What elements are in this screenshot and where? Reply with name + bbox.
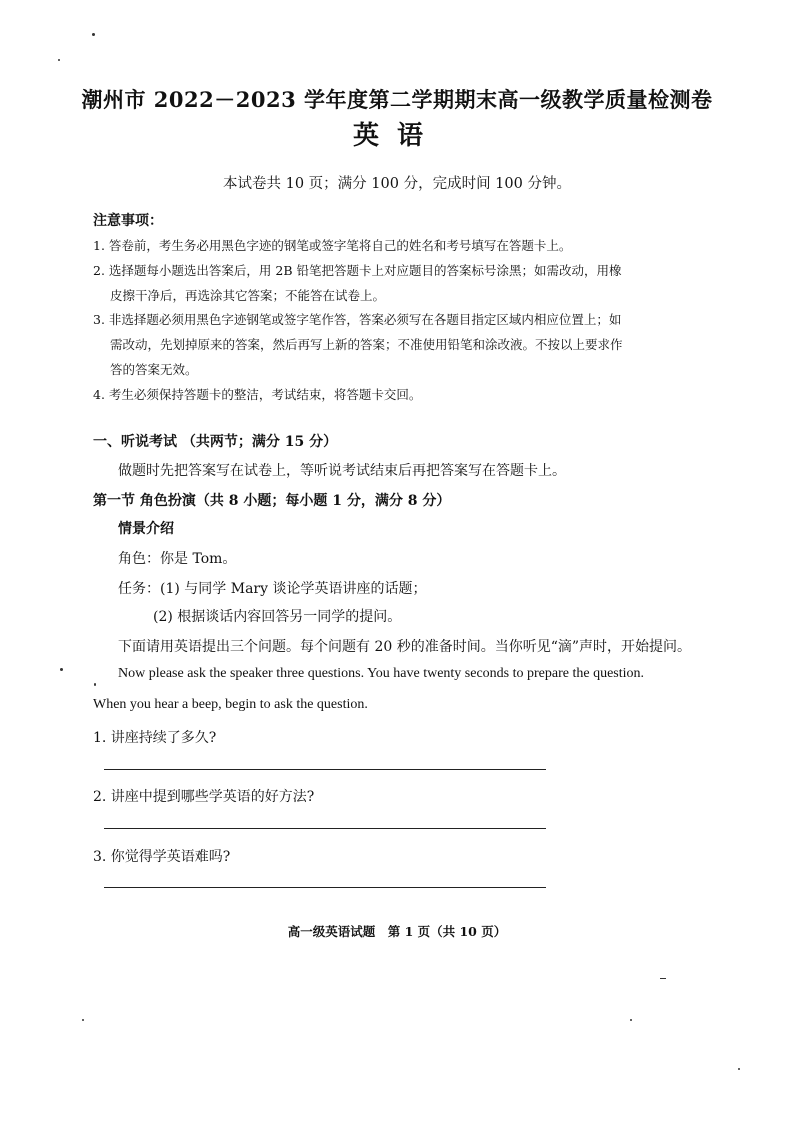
exam-info: 本试卷共 10 页；满分 100 分，完成时间 100 分钟。 [223, 176, 571, 192]
section-instruction: 做题时先把答案写在试卷上，等听说考试结束后再把答案写在答题卡上。 [118, 463, 566, 479]
answer-line-3[interactable] [104, 887, 546, 888]
en-instruction-1: Now please ask the speaker three questions. You have twenty seconds to prepare the question. [118, 666, 645, 681]
page-footer: 高一级英语试题 第 1 页（共 10 页） [287, 924, 507, 939]
notice-item: 1. 答卷前，考生务必用黑色字迹的钢笔或签字笔将自己的姓名和考号填写在答题卡上。 [93, 238, 572, 253]
scan-speck [94, 683, 96, 686]
notice-item: 4. 考生必须保持答题卡的整洁，考试结束，将答题卡交回。 [93, 387, 422, 402]
scene-label: 情景介绍 [118, 521, 174, 537]
notice-item: 需改动，先划掉原来的答案，然后再写上新的答案；不准使用铅笔和涂改液。不按以上要求作 [110, 337, 623, 352]
question-2: 2. 讲座中提到哪些学英语的好方法? [93, 789, 315, 805]
part-heading: 第一节 角色扮演（共 8 小题；每小题 1 分，满分 8 分） [93, 493, 451, 509]
scan-speck [82, 1019, 84, 1021]
notice-item: 皮擦干净后，再选涂其它答案；不能答在试卷上。 [110, 288, 386, 303]
question-3: 3. 你觉得学英语难吗? [93, 849, 231, 865]
answer-line-1[interactable] [104, 769, 546, 770]
scan-speck [92, 33, 95, 36]
scan-speck [630, 1019, 632, 1021]
cn-instruction: 下面请用英语提出三个问题。每个问题有 20 秒的准备时间。当你听见“滴”声时，开始提问。 [118, 639, 692, 655]
notice-item: 3. 非选择题必须用黑色字迹钢笔或签字笔作答，答案必须写在各题目指定区域内相应位置上；如 [93, 312, 622, 327]
scan-speck [58, 59, 60, 61]
task-1: 任务：(1) 与同学 Mary 谈论学英语讲座的话题； [118, 581, 427, 597]
exam-title: 潮州市 2022－2023 学年度第二学期期末高一级教学质量检测卷 [81, 87, 713, 112]
notice-item: 2. 选择题每小题选出答案后，用 2B 铅笔把答题卡上对应题目的答案标号涂黑；如需改动，用橡 [93, 263, 622, 278]
notice-heading: 注意事项： [93, 213, 163, 229]
en-instruction-2: When you hear a beep, begin to ask the question. [93, 697, 368, 712]
question-1: 1. 讲座持续了多久? [93, 730, 217, 746]
scan-speck [660, 978, 666, 979]
answer-line-2[interactable] [104, 828, 546, 829]
task-2: (2) 根据谈话内容回答另一同学的提问。 [153, 609, 402, 625]
scan-speck [738, 1068, 740, 1070]
section-heading: 一、听说考试 （共两节；满分 15 分） [93, 434, 338, 450]
subject-title: 英语 [352, 121, 441, 151]
notice-item: 答的答案无效。 [110, 362, 198, 377]
role-text: 角色：你是 Tom。 [118, 551, 237, 567]
scan-speck [60, 668, 63, 671]
